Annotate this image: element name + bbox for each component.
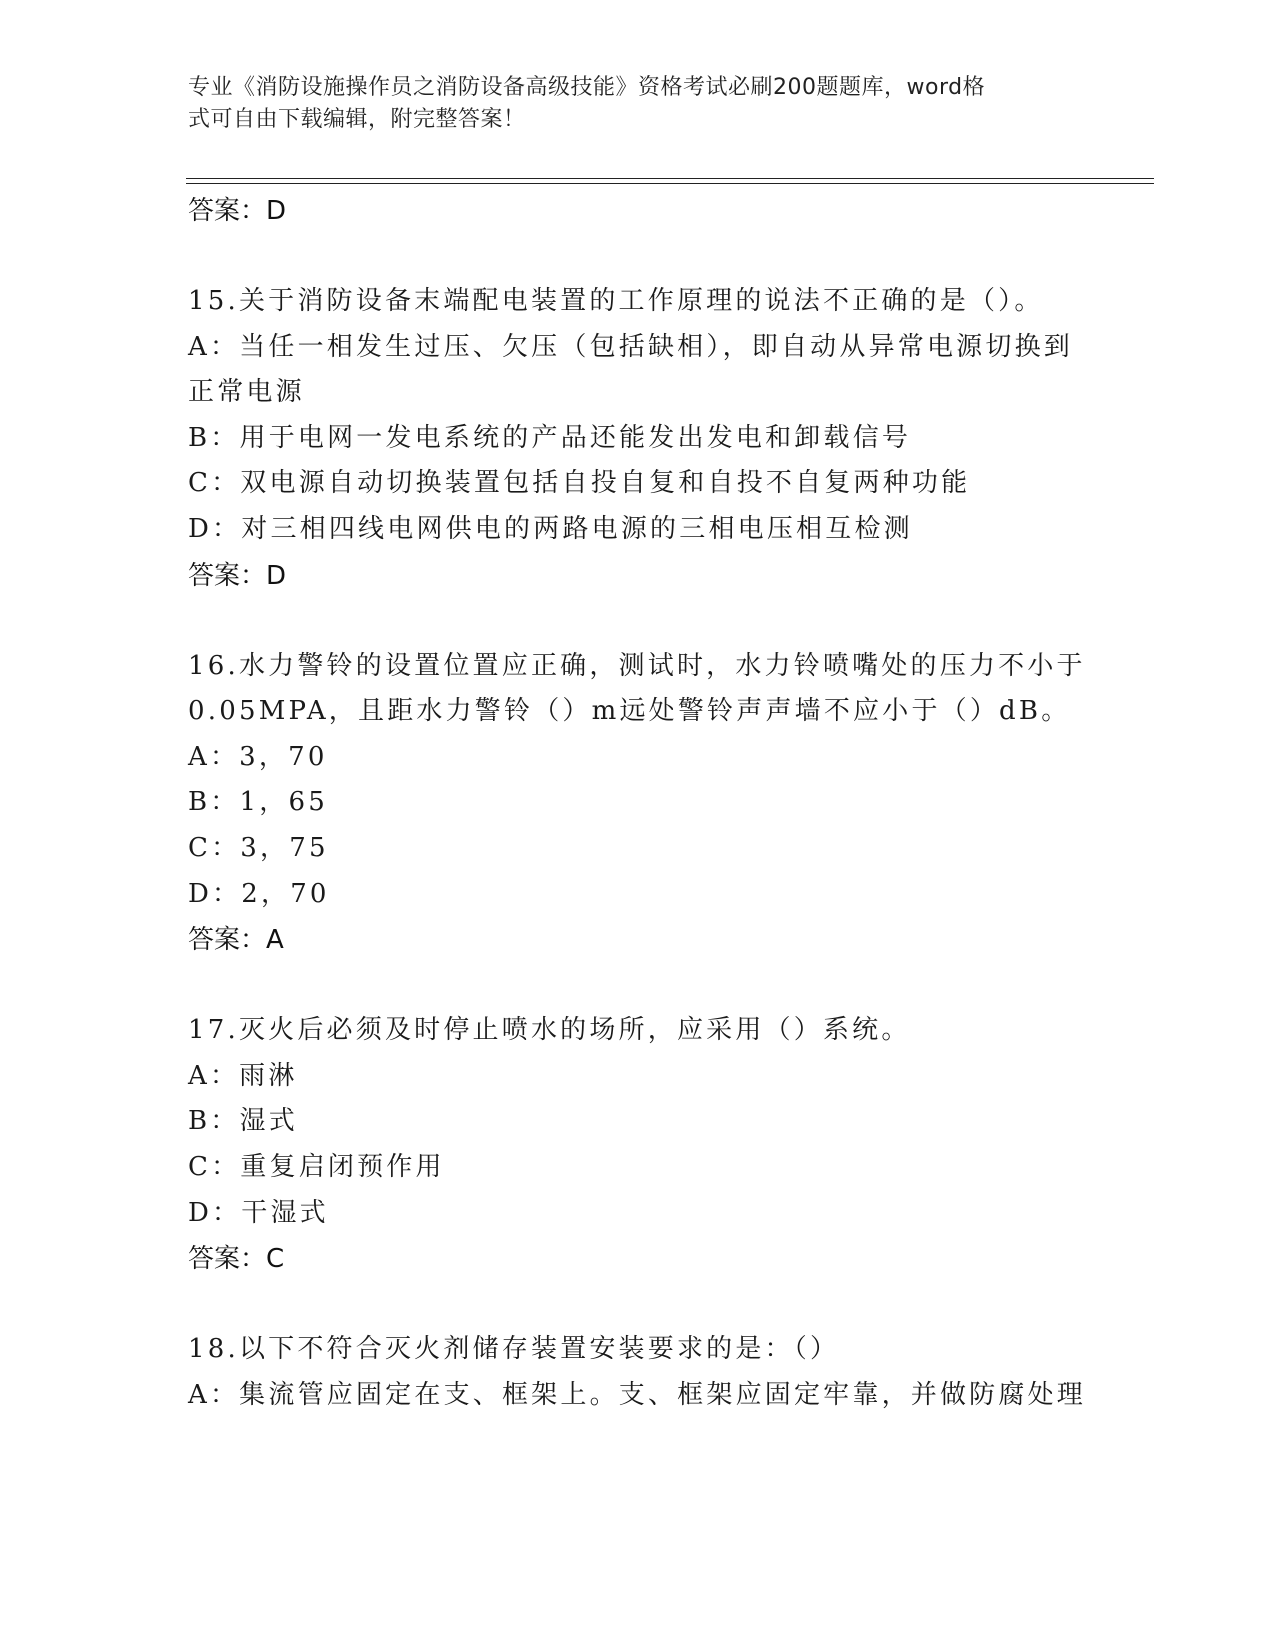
answer-label: 答案：D bbox=[188, 560, 287, 591]
document-body bbox=[188, 188, 1148, 1418]
option-a: A：集流管应固定在支、框架上。支、框架应固定牢靠，并做防腐处理 bbox=[188, 1379, 1086, 1410]
option-d: D：干湿式 bbox=[188, 1197, 329, 1228]
option-c: C：重复启闭预作用 bbox=[188, 1151, 445, 1182]
question-stem: 18.以下不符合灭火剂储存装置安装要求的是：（） bbox=[188, 1334, 840, 1365]
question-stem-continued: 0.05MPA，且距水力警铃（）m远处警铃声声墙不应小于（）dB。 bbox=[188, 696, 1071, 727]
option-text: A：当任一相发生过压、欠压（包括缺相），即自动从异常电源切换到 bbox=[188, 331, 1073, 362]
answer-label: 答案：D bbox=[188, 196, 287, 226]
question-17 bbox=[188, 1008, 1148, 1282]
option-b: B：湿式 bbox=[188, 1106, 298, 1137]
header-divider bbox=[186, 178, 1154, 179]
answer-label: 答案：A bbox=[188, 925, 284, 956]
header-divider-second bbox=[186, 183, 1154, 184]
header-line: 专业《消防设施操作员之消防设备高级技能》资格考试必刷200题题库，word格 bbox=[188, 75, 986, 100]
answer-label: 答案：C bbox=[188, 1244, 285, 1275]
question-18 bbox=[188, 1327, 1148, 1418]
document-header bbox=[188, 72, 1068, 136]
header-line: 式可自由下载编辑，附完整答案！ bbox=[188, 107, 526, 132]
option-b: B：用于电网一发电系统的产品还能发出发电和卸载信号 bbox=[188, 422, 912, 453]
option-b: B：1，65 bbox=[188, 787, 328, 818]
option-d: D：2，70 bbox=[188, 878, 330, 909]
question-stem: 15.关于消防设备末端配电装置的工作原理的说法不正确的是（）。 bbox=[188, 286, 1044, 316]
question-15 bbox=[188, 279, 1148, 599]
option-d: D：对三相四线电网供电的两路电源的三相电压相互检测 bbox=[188, 513, 913, 544]
option-text-continued: 正常电源 bbox=[188, 377, 305, 408]
option-a: A：雨淋 bbox=[188, 1060, 298, 1091]
option-c: C：双电源自动切换装置包括自投自复和自投不自复两种功能 bbox=[188, 468, 971, 499]
option-a: A：3，70 bbox=[188, 741, 328, 772]
question-stem: 17.灭火后必须及时停止喷水的场所，应采用（）系统。 bbox=[188, 1015, 911, 1046]
question-16 bbox=[188, 644, 1148, 964]
option-c: C：3，75 bbox=[188, 832, 329, 863]
question-stem: 16.水力警铃的设置位置应正确，测试时，水力铃喷嘴处的压力不小于 bbox=[188, 650, 1086, 681]
option-a bbox=[188, 325, 1148, 416]
